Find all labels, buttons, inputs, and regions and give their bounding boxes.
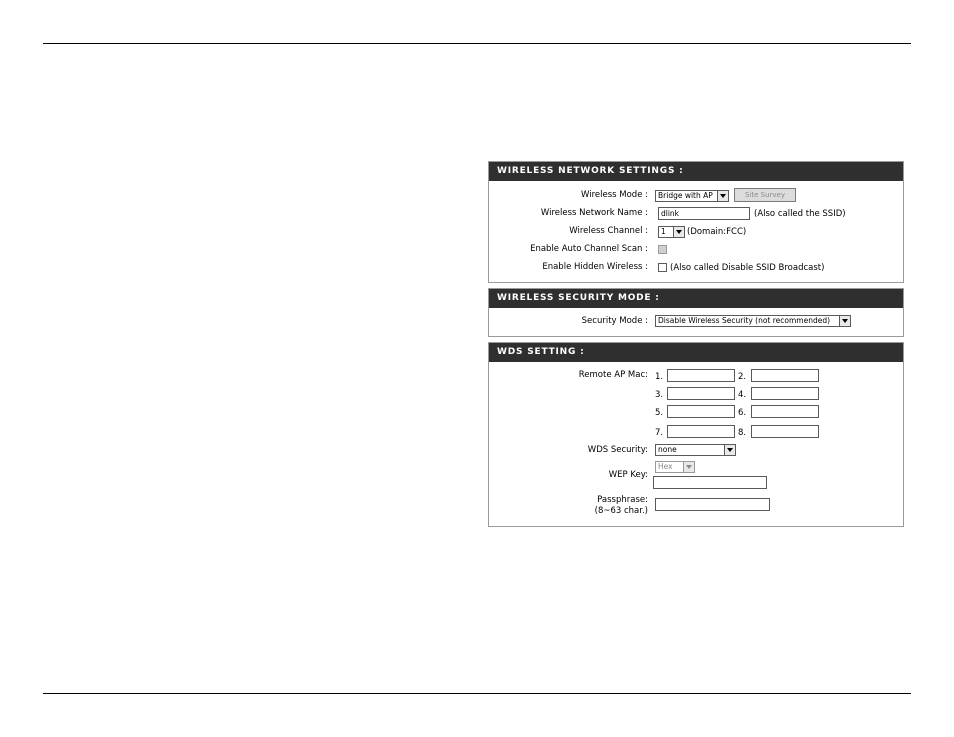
chevron-down-icon (683, 462, 694, 472)
remote-ap-mac-input[interactable] (667, 369, 735, 382)
bottom-divider (43, 693, 911, 694)
wireless-network-settings-panel (488, 161, 904, 283)
wireless-mode-value: Bridge with AP (658, 191, 713, 200)
remote-ap-mac-input[interactable] (667, 405, 735, 418)
passphrase-label: Passphrase: (597, 495, 648, 505)
auto-channel-scan-checkbox[interactable] (658, 245, 667, 254)
wireless-mode-select[interactable] (655, 190, 729, 202)
wep-key-format-value: Hex (658, 462, 673, 471)
wds-setting-header: WDS SETTING : (489, 343, 903, 362)
wireless-security-mode-panel (488, 288, 904, 337)
security-mode-value: Disable Wireless Security (not recommended) (658, 316, 831, 325)
remote-ap-mac-input[interactable] (751, 425, 819, 438)
remote-ap-mac-input[interactable] (751, 405, 819, 418)
wireless-network-name-input[interactable] (658, 207, 750, 220)
mac-slot-number: 7. (655, 428, 664, 438)
mac-slot-number: 6. (738, 408, 747, 418)
chevron-down-icon (717, 191, 728, 201)
wds-setting-panel (488, 342, 904, 527)
remote-ap-mac-input[interactable] (667, 387, 735, 400)
wireless-channel-label: Wireless Channel : (569, 226, 648, 236)
passphrase-hint: (8~63 char.) (594, 506, 648, 516)
wireless-mode-label: Wireless Mode : (581, 190, 648, 200)
wep-key-label: WEP Key: (608, 470, 648, 480)
remote-ap-mac-input[interactable] (751, 369, 819, 382)
wep-key-input[interactable] (653, 476, 767, 489)
chevron-down-icon (839, 316, 850, 326)
remote-ap-mac-input[interactable] (667, 425, 735, 438)
passphrase-input[interactable] (655, 498, 770, 511)
mac-slot-number: 1. (655, 372, 664, 382)
mac-slot-number: 3. (655, 390, 664, 400)
mac-slot-number: 5. (655, 408, 664, 418)
remote-ap-mac-label: Remote AP Mac: (578, 370, 648, 380)
wireless-channel-select[interactable] (658, 226, 685, 238)
chevron-down-icon (724, 445, 735, 455)
hidden-wireless-checkbox[interactable] (658, 263, 667, 272)
remote-ap-mac-input[interactable] (751, 387, 819, 400)
site-survey-button[interactable]: Site Survey (734, 188, 796, 202)
wireless-network-name-label: Wireless Network Name : (540, 208, 648, 218)
wireless-network-settings-header: WIRELESS NETWORK SETTINGS : (489, 162, 903, 181)
wep-key-format-select[interactable] (655, 461, 695, 473)
chevron-down-icon (673, 227, 684, 237)
ssid-note: (Also called the SSID) (754, 209, 846, 219)
wds-security-value: none (658, 445, 677, 454)
hidden-wireless-label: Enable Hidden Wireless : (542, 262, 648, 272)
auto-channel-scan-label: Enable Auto Channel Scan : (530, 244, 648, 254)
security-mode-select[interactable] (655, 315, 851, 327)
security-mode-label: Security Mode : (581, 316, 648, 326)
mac-slot-number: 8. (738, 428, 747, 438)
wds-security-select[interactable] (655, 444, 736, 456)
hidden-wireless-note: (Also called Disable SSID Broadcast) (670, 263, 825, 273)
wireless-security-mode-header: WIRELESS SECURITY MODE : (489, 289, 903, 308)
mac-slot-number: 2. (738, 372, 747, 382)
mac-slot-number: 4. (738, 390, 747, 400)
wireless-channel-value: 1 (661, 227, 666, 236)
wds-security-label: WDS Security: (587, 445, 648, 455)
top-divider (43, 43, 911, 44)
channel-domain-note: (Domain:FCC) (687, 227, 747, 237)
